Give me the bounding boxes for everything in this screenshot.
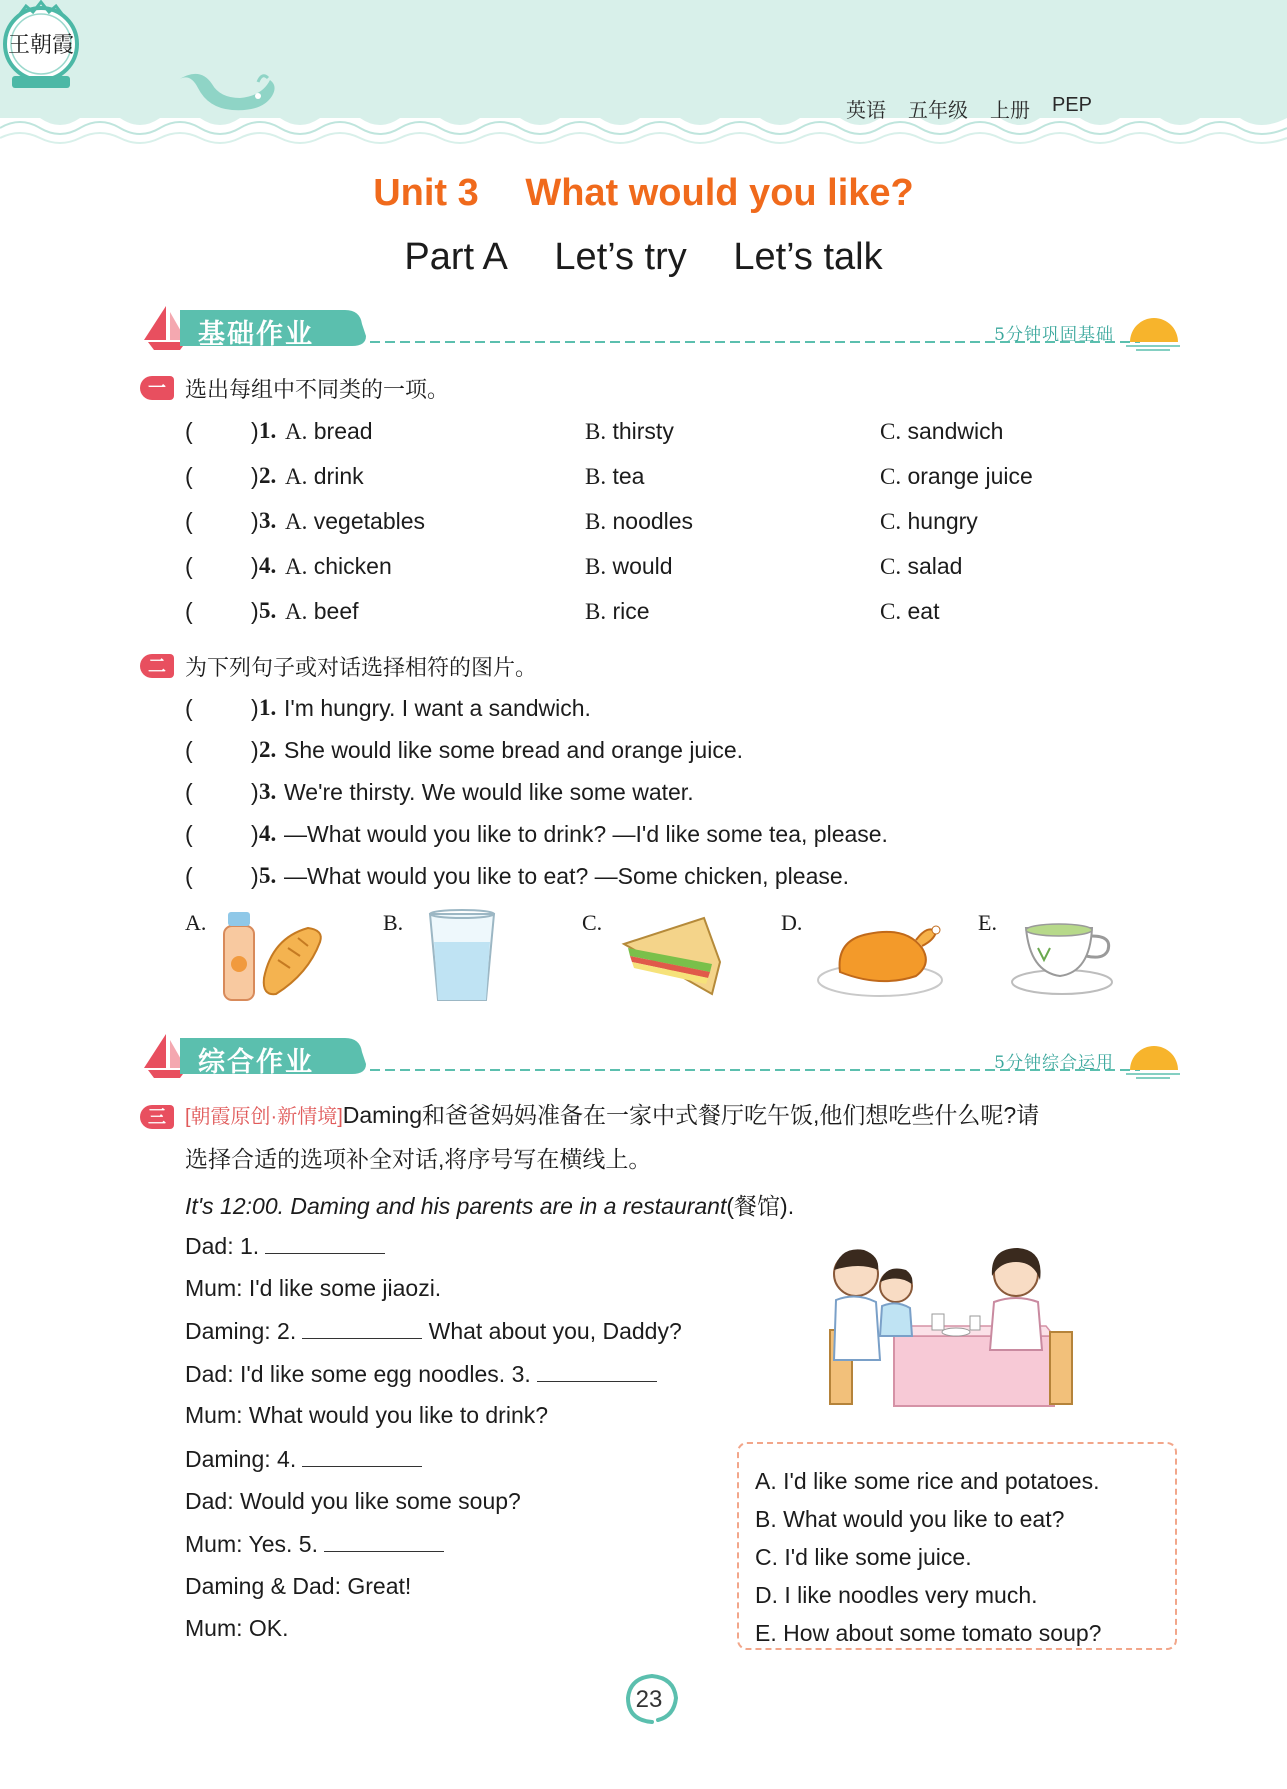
question-instruction-3 — [185, 1094, 1039, 1180]
dialogue-line-9: Daming & Dad: Great! — [185, 1572, 412, 1599]
item-number: 5. — [259, 598, 277, 623]
option-c: C. hungry — [880, 508, 978, 534]
picture-label-b: B. — [383, 910, 404, 935]
answer-paren-close: ) — [251, 598, 259, 624]
sentence-text: —What would you like to eat? —Some chicken, please. — [284, 863, 850, 889]
item-number: 2. — [259, 463, 277, 488]
option-b: B. noodles — [585, 508, 694, 534]
instruction-line-1: Daming和爸爸妈妈准备在一家中式餐厅吃午饭,他们想吃些什么呢?请 — [342, 1102, 1040, 1128]
answer-blank[interactable] — [302, 1317, 422, 1339]
answer-option-c: C. I'd like some juice. — [755, 1544, 972, 1570]
dialogue-line-1: Dad: 1. — [185, 1232, 385, 1260]
answer-blank[interactable] — [537, 1360, 657, 1382]
q2-item-2 — [185, 737, 1185, 767]
answer-paren-close: ) — [251, 695, 259, 721]
scene-text: It's 12:00. Daming and his parents are in a restaurant — [185, 1193, 727, 1219]
picture-label-a: A. — [185, 910, 207, 935]
option-b: B. rice — [585, 598, 650, 624]
dialogue-line-6: Daming: 4. — [185, 1445, 422, 1473]
dialogue-line-5: Mum: What would you like to drink? — [185, 1402, 549, 1429]
book-info — [846, 94, 1092, 123]
answer-blank[interactable] — [265, 1232, 385, 1254]
page-header — [0, 0, 1287, 150]
q2-item-3 — [185, 779, 1185, 809]
dialogue-line-3: Daming: 2. What about you, Daddy? — [185, 1318, 682, 1345]
option-b: B. thirsty — [585, 418, 674, 444]
section-title-comprehensive: 综合作业 — [198, 1047, 314, 1077]
question-badge-2: 二 — [140, 654, 174, 678]
item-number: 3. — [259, 508, 277, 533]
answer-paren-open[interactable]: ( — [185, 508, 193, 534]
option-c: C. orange juice — [880, 463, 1033, 489]
answer-paren-open[interactable]: ( — [185, 695, 193, 721]
answer-paren-open[interactable]: ( — [185, 553, 193, 579]
answer-paren-open[interactable]: ( — [185, 598, 193, 624]
svg-text:王朝霞: 王朝霞 — [7, 33, 75, 58]
item-number: 2. — [259, 737, 277, 762]
section-time-comprehensive: 5分钟综合运用 — [994, 1053, 1114, 1073]
option-a: A. vegetables — [285, 508, 426, 534]
unit-title — [0, 172, 1287, 215]
question-badge-3: 三 — [140, 1105, 174, 1129]
instruction-line-2: 选择合适的选项补全对话,将序号写在横线上。 — [185, 1146, 652, 1172]
subject-label: 英语 — [845, 100, 886, 122]
q2-item-4 — [185, 821, 1185, 851]
question-tag: [朝霞原创·新情境] — [185, 1106, 343, 1128]
item-number: 1. — [259, 695, 277, 720]
option-a: A. beef — [285, 598, 359, 624]
wave-background-icon — [0, 0, 1287, 150]
dialogue-line-10: Mum: OK. — [185, 1615, 289, 1642]
answer-blank[interactable] — [302, 1445, 422, 1467]
option-a: A. drink — [285, 463, 364, 489]
dialogue-line-7: Dad: Would you like some soup? — [185, 1487, 521, 1514]
option-c: C. eat — [880, 598, 940, 624]
answer-paren-open[interactable]: ( — [185, 779, 193, 805]
option-c: C. sandwich — [880, 418, 1004, 444]
answer-paren-open[interactable]: ( — [185, 737, 193, 763]
lesson-try: Let’s try — [554, 236, 687, 278]
item-number: 5. — [259, 863, 277, 888]
answer-options-box — [737, 1442, 1177, 1650]
glass-of-water-icon — [424, 908, 500, 1004]
answer-paren-close: ) — [251, 779, 259, 805]
answer-paren-open[interactable]: ( — [185, 463, 193, 489]
answer-paren-open[interactable]: ( — [185, 418, 193, 444]
option-b: B. would — [585, 553, 673, 579]
answer-paren-close: ) — [251, 553, 259, 579]
edition-label: PEP — [1051, 94, 1092, 116]
lesson-talk: Let’s talk — [733, 236, 883, 278]
sentence-text: We're thirsty. We would like some water. — [284, 779, 694, 805]
dialogue-line-4: Dad: I'd like some egg noodles. 3. — [185, 1360, 657, 1388]
option-b: B. tea — [585, 463, 645, 489]
unit-question: What would you like? — [525, 172, 914, 214]
picture-label-d: D. — [781, 910, 803, 935]
answer-paren-open[interactable]: ( — [185, 863, 193, 889]
sentence-text: —What would you like to drink? —I'd like some tea, please. — [284, 821, 888, 847]
dialogue-line-2: Mum: I'd like some jiaozi. — [185, 1274, 442, 1301]
answer-option-a: A. I'd like some rice and potatoes. — [755, 1468, 1100, 1494]
lesson-part: Part A — [404, 236, 508, 278]
answer-option-d: D. I like noodles very much. — [755, 1582, 1038, 1608]
answer-option-b: B. What would you like to eat? — [755, 1506, 1065, 1532]
q2-item-5 — [185, 863, 1185, 893]
answer-paren-close: ) — [251, 418, 259, 444]
volume-label: 上册 — [989, 100, 1030, 122]
answer-paren-open[interactable]: ( — [185, 821, 193, 847]
question-badge-1: 一 — [140, 376, 174, 400]
tea-cup-icon — [1008, 912, 1118, 998]
sentence-text: I'm hungry. I want a sandwich. — [284, 695, 591, 721]
item-number: 1. — [259, 418, 277, 443]
item-number: 4. — [259, 553, 277, 578]
grade-label: 五年级 — [907, 100, 968, 122]
lesson-title — [0, 236, 1287, 279]
item-number: 4. — [259, 821, 277, 846]
unit-number: Unit 3 — [373, 172, 479, 214]
scene-description — [185, 1188, 794, 1221]
option-c: C. salad — [880, 553, 963, 579]
answer-option-e: E. How about some tomato soup? — [755, 1620, 1102, 1646]
section-banner-basic — [140, 302, 1180, 354]
answer-paren-close: ) — [251, 821, 259, 847]
publisher-logo-icon — [0, 0, 82, 92]
option-a: A. bread — [285, 418, 373, 444]
juice-and-bread-icon — [212, 908, 332, 1004]
answer-blank[interactable] — [324, 1530, 444, 1552]
page-number: 23 — [622, 1670, 682, 1726]
family-restaurant-illustration — [820, 1240, 1090, 1420]
section-time-basic: 5分钟巩固基础 — [994, 325, 1114, 345]
section-banner-comprehensive — [140, 1030, 1180, 1082]
question-instruction-2: 为下列句子或对话选择相符的图片。 — [185, 655, 538, 680]
q2-item-1 — [185, 695, 1185, 725]
answer-paren-close: ) — [251, 463, 259, 489]
question-instruction-1: 选出每组中不同类的一项。 — [185, 377, 450, 402]
answer-paren-close: ) — [251, 737, 259, 763]
dialogue-line-8: Mum: Yes. 5. — [185, 1530, 444, 1558]
section-title-basic: 基础作业 — [198, 319, 314, 349]
answer-paren-close: ) — [251, 508, 259, 534]
sentence-text: She would like some bread and orange juice. — [284, 737, 744, 763]
sandwich-icon — [620, 914, 726, 998]
scene-note: (餐馆). — [726, 1193, 795, 1219]
answer-paren-close: ) — [251, 863, 259, 889]
item-number: 3. — [259, 779, 277, 804]
option-a: A. chicken — [285, 553, 392, 579]
picture-label-e: E. — [978, 910, 997, 935]
picture-label-c: C. — [582, 910, 603, 935]
roast-chicken-icon — [816, 910, 946, 1000]
